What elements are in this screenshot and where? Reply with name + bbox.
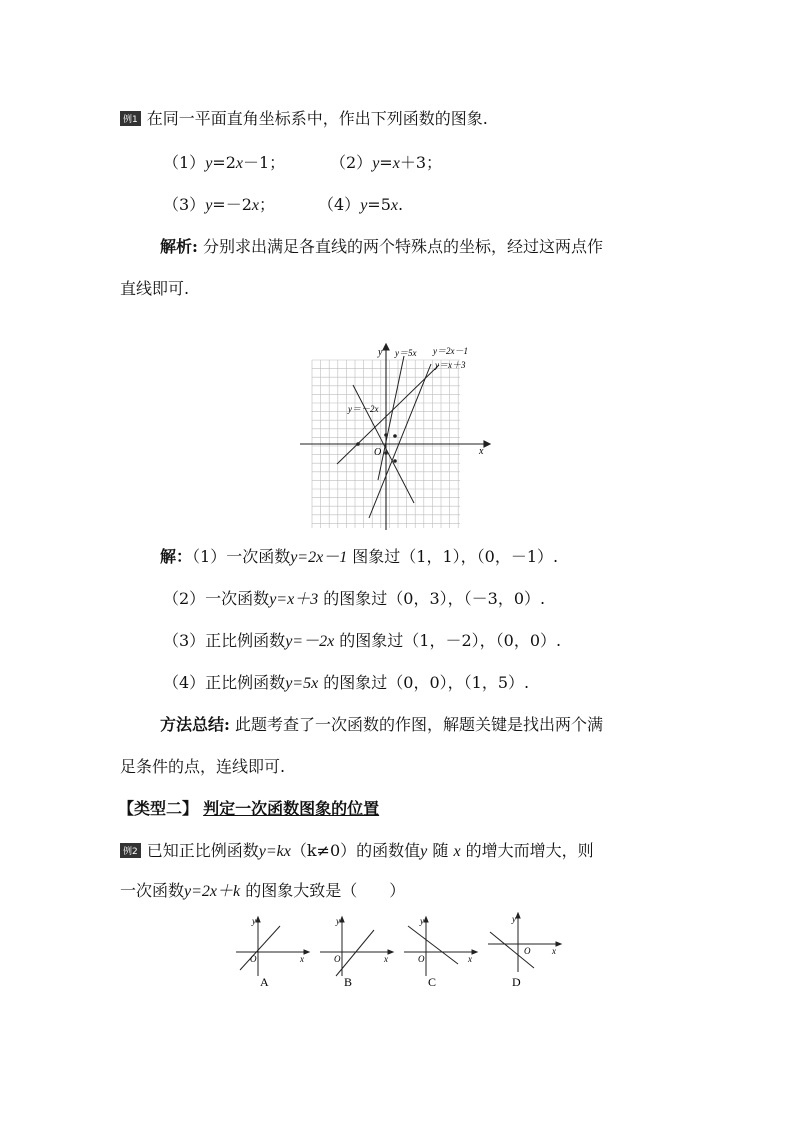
y-axis-label: y bbox=[378, 347, 383, 358]
svg-text:x: x bbox=[552, 946, 556, 956]
svg-text:y: y bbox=[420, 916, 424, 926]
example-badge: 例2 bbox=[120, 843, 141, 858]
function-graph bbox=[300, 340, 495, 535]
line-y-5x bbox=[378, 356, 404, 480]
analysis-line-1: 解析: 分别求出满足各直线的两个特殊点的坐标，经过这两点作 bbox=[160, 237, 604, 256]
label-y-neg2x: y＝－2x bbox=[348, 404, 379, 414]
label-y-x-3: y＝x＋3 bbox=[435, 360, 466, 370]
svg-text:x: x bbox=[300, 954, 304, 964]
method-line-1: 方法总结: 此题考查了一次函数的作图，解题关键是找出两个满 bbox=[160, 715, 604, 734]
analysis-label: 解析: bbox=[160, 237, 198, 256]
svg-text:O: O bbox=[418, 954, 425, 964]
x-axis-label: x bbox=[479, 446, 484, 457]
example-badge: 例1 bbox=[120, 111, 141, 126]
option-graph-c bbox=[400, 912, 480, 992]
origin-label: O bbox=[374, 447, 382, 458]
option-label-b: B bbox=[344, 975, 353, 989]
example1-question bbox=[120, 106, 488, 129]
method-line-2: 足条件的点，连线即可. bbox=[120, 757, 286, 776]
svg-text:y: y bbox=[512, 914, 516, 924]
section-bracket-label: 【类型二】 bbox=[118, 799, 199, 818]
svg-text:O: O bbox=[524, 946, 531, 956]
solution-label: 解： bbox=[160, 547, 193, 566]
function-item-1: （1）y=2x－1； bbox=[163, 153, 286, 172]
method-label: 方法总结: bbox=[160, 715, 230, 734]
option-label-a: A bbox=[260, 975, 269, 989]
solution-line-1: 解：（1）一次函数y=2x－1 图象过（1，1），（0，－1）. bbox=[160, 547, 559, 566]
svg-text:O: O bbox=[250, 954, 257, 964]
solution-line-4: （4）正比例函数y=5x 的图象过（0，0），（1，5）. bbox=[163, 673, 530, 692]
option-label-c: C bbox=[428, 975, 437, 989]
svg-text:y: y bbox=[252, 916, 256, 926]
label-y-5x: y＝5x bbox=[395, 348, 417, 358]
option-graph-b bbox=[316, 912, 396, 992]
solution-line-2: （2）一次函数y=x＋3 的图象过（0，3），（－3，0）. bbox=[163, 589, 546, 608]
solution-line-3: （3）正比例函数y=－2x 的图象过（1，－2），（0，0）. bbox=[163, 631, 562, 650]
question-text: 在同一平面直角坐标系中，作出下列函数的图象. bbox=[146, 109, 488, 128]
svg-text:O: O bbox=[334, 954, 341, 964]
example2-line-1: 例2 已知正比例函数y=kx（k≠0）的函数值y 随 x 的增大而增大，则 bbox=[120, 838, 594, 861]
function-item-4: （4）y=5x. bbox=[318, 195, 404, 214]
function-item-2: （2）y=x＋3； bbox=[330, 153, 442, 172]
svg-text:x: x bbox=[468, 954, 472, 964]
example2-line-2: 一次函数y=2x＋k 的图象大致是（ ） bbox=[120, 881, 406, 900]
function-item-3: （3）y=－2x； bbox=[163, 195, 276, 214]
option-label-d: D bbox=[512, 975, 521, 989]
svg-text:y: y bbox=[336, 916, 340, 926]
svg-text:x: x bbox=[384, 954, 388, 964]
section-heading bbox=[118, 796, 379, 819]
option-graph-d bbox=[484, 912, 564, 992]
label-y-2x-1: y＝2x－1 bbox=[433, 346, 468, 356]
option-graph-a bbox=[232, 912, 312, 992]
analysis-line-2: 直线即可. bbox=[120, 279, 190, 298]
section-title: 判定一次函数图象的位置 bbox=[203, 799, 380, 818]
line-y-2x-1 bbox=[369, 364, 431, 518]
